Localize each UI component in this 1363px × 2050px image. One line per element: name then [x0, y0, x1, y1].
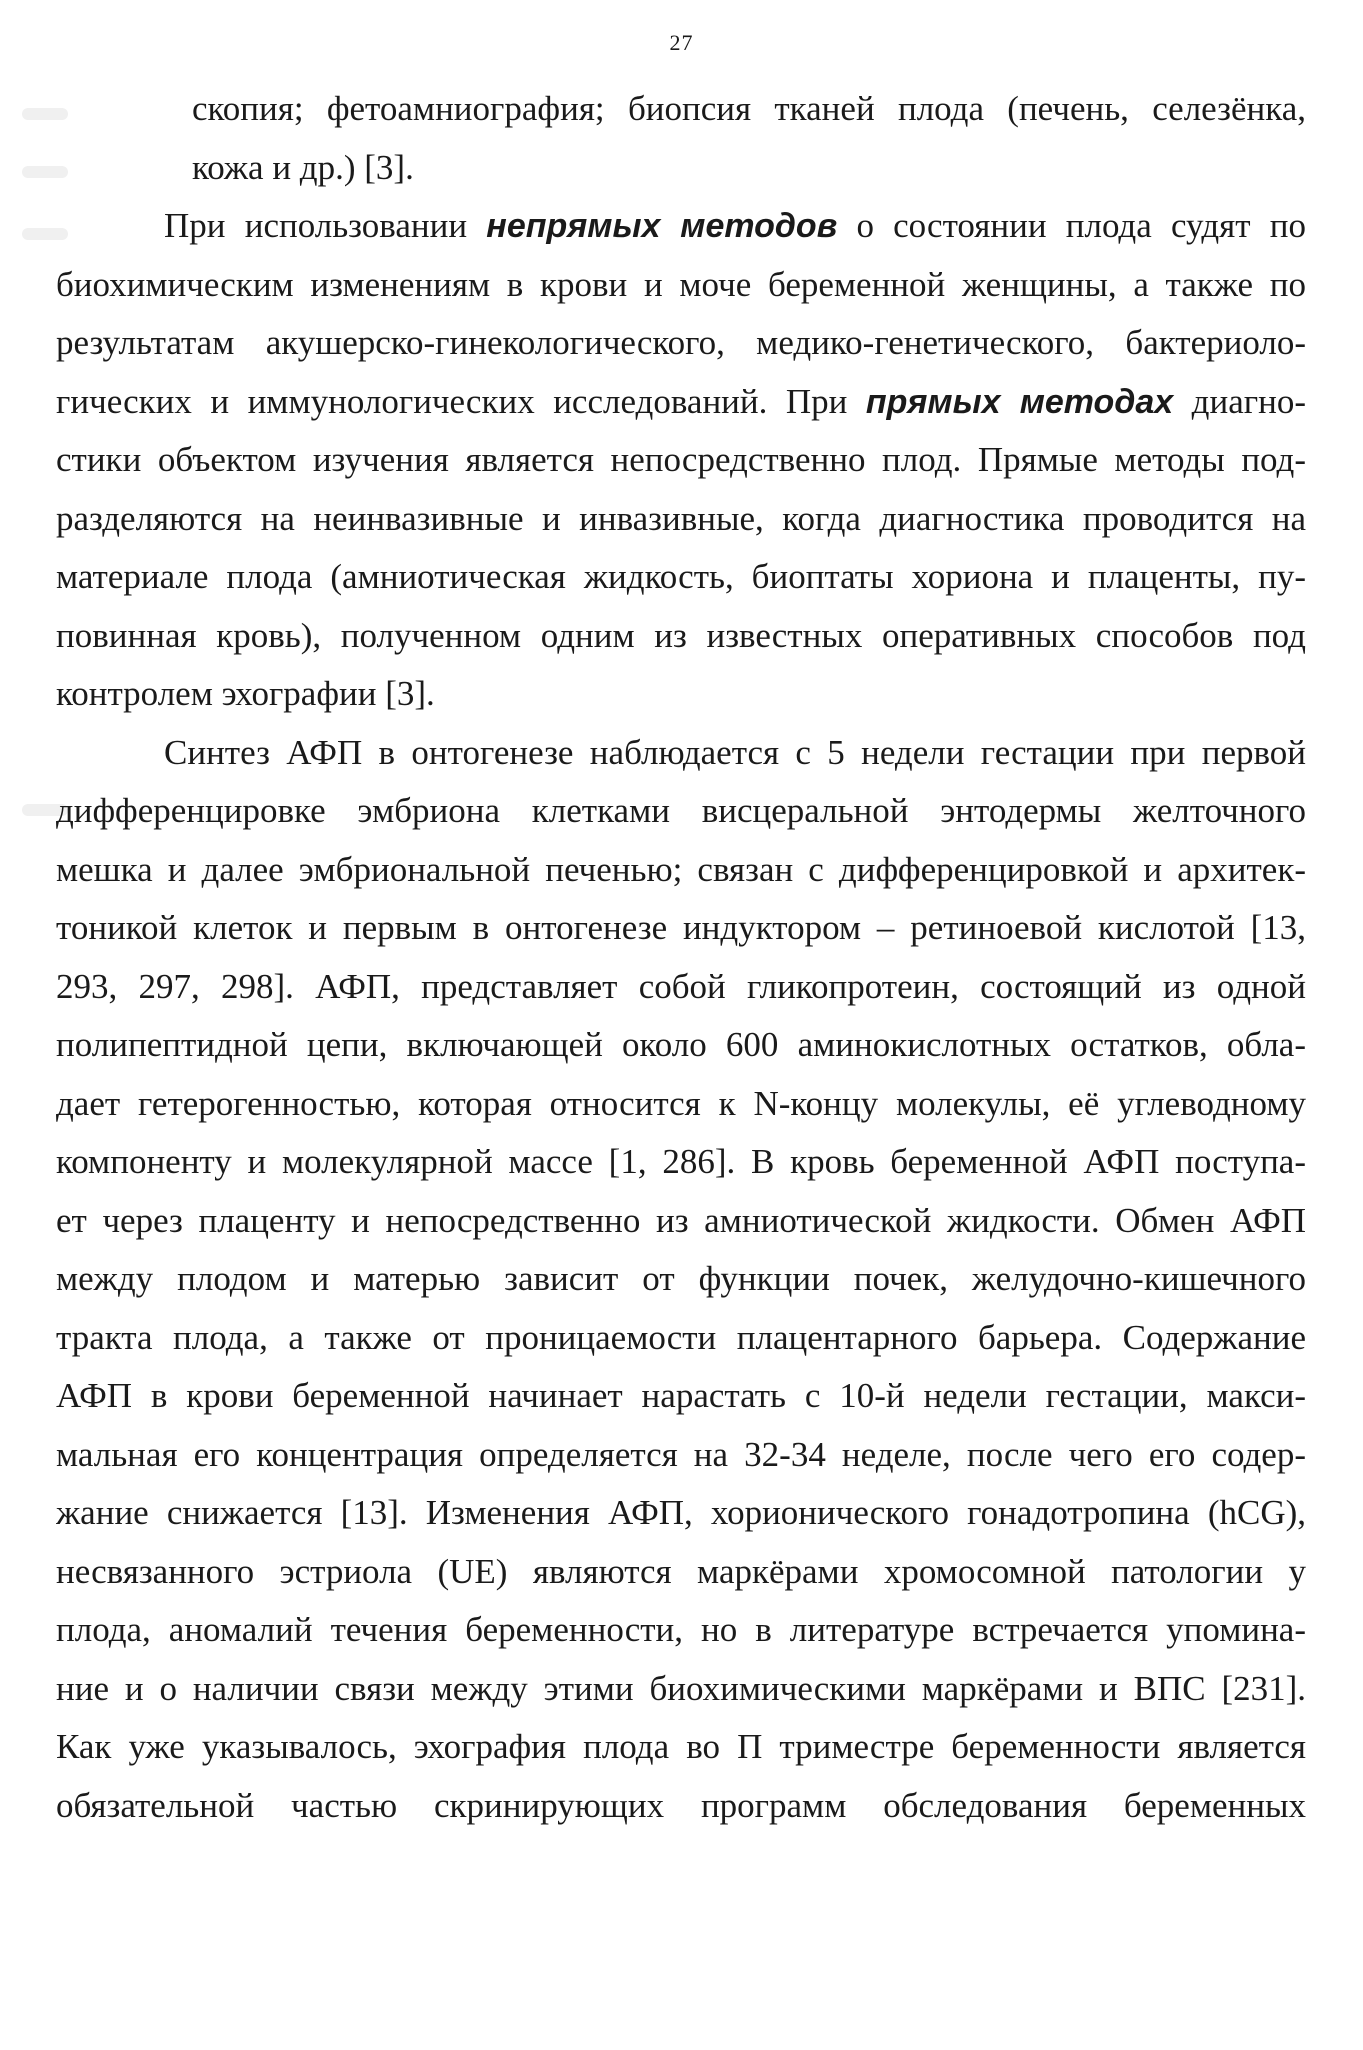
text-line: [56, 1367, 1306, 1426]
text-segment: дает гетерогенностью, которая относится к N-концу молекулы, её углеводному: [56, 1083, 1306, 1123]
text-line: [56, 256, 1306, 315]
text-line: [56, 1250, 1306, 1309]
text-line: [56, 1718, 1306, 1777]
text-line: [56, 373, 1306, 432]
text-line: [56, 197, 1306, 256]
text-segment: тоникой клеток и первым в онтогенезе индуктором – ретиноевой кислотой [13,: [56, 908, 1306, 947]
text-segment: скопия; фетоамниография; биопсия тканей плода (печень, селезёнка,: [192, 89, 1306, 128]
text-segment: результатам акушерско-гинекологического, медико-генетического, бактериоло-: [56, 323, 1306, 362]
text-segment: гических и иммунологических исследований. При: [56, 381, 866, 421]
text-segment: повинная кровь), полученном одним из известных оперативных способов под: [56, 615, 1306, 655]
text-line: [56, 431, 1306, 490]
text-segment: обязательной частью скринирующих программ обследования беременных: [56, 1785, 1306, 1825]
document-body: [56, 80, 1306, 1835]
text-segment: плода, аномалий течения беременности, но в литературе встречается упомина-: [56, 1610, 1306, 1649]
text-segment: Как уже указывалось, эхография плода во П триместре беременности является: [56, 1727, 1306, 1766]
page-number: 27: [669, 30, 694, 55]
text-line: [56, 1660, 1306, 1719]
emphasized-term: непрямых методов: [486, 207, 838, 245]
text-segment: биохимическим изменениям в крови и моче беременной женщины, а также по: [56, 264, 1306, 304]
text-line: [56, 1777, 1306, 1836]
text-segment: ет через плаценту и непосредственно из амниотической жидкости. Обмен АФП: [56, 1200, 1306, 1240]
text-segment: между плодом и матерью зависит от функции почек, желудочно-кишечного: [56, 1259, 1306, 1298]
text-segment: материале плода (амниотическая жидкость, биоптаты хориона и плаценты, пу-: [56, 557, 1306, 596]
text-segment: стики объектом изучения является непосредственно плод. Прямые методы под-: [56, 440, 1306, 479]
text-segment: жание снижается [13]. Изменения АФП, хорионического гонадотропина (hCG),: [56, 1493, 1306, 1532]
text-segment: контролем эхографии [3].: [56, 674, 435, 713]
emphasized-term: прямых методах: [865, 382, 1174, 421]
text-segment: 293, 297, 298]. АФП, представляет собой гликопротеин, состоящий из одной: [56, 966, 1306, 1006]
text-segment: кожа и др.) [3].: [192, 147, 414, 187]
text-segment: разделяются на неинвазивные и инвазивные, когда диагностика проводится на: [56, 498, 1306, 538]
text-line: [56, 1016, 1306, 1075]
text-line: [56, 782, 1306, 841]
text-line: [56, 139, 1306, 198]
text-line: [56, 958, 1306, 1017]
text-line: [56, 1601, 1306, 1660]
text-line: [56, 841, 1306, 900]
text-segment: о состоянии плода судят по: [837, 206, 1306, 245]
text-segment: мальная его концентрация определяется на 32-34 неделе, после чего его содер-: [56, 1434, 1306, 1474]
text-line: [56, 899, 1306, 958]
text-segment: дифференцировке эмбриона клетками висцеральной энтодермы желточного: [56, 791, 1306, 830]
text-line: [56, 607, 1306, 666]
text-segment: диагно-: [1173, 381, 1306, 421]
text-line: [56, 1484, 1306, 1543]
text-line: [56, 1133, 1306, 1192]
text-line: [56, 724, 1306, 783]
text-segment: несвязанного эстриола (UE) являются маркёрами хромосомной патологии у: [56, 1551, 1306, 1591]
text-segment: компоненту и молекулярной массе [1, 286]. В кровь беременной АФП поступа-: [56, 1142, 1306, 1181]
text-segment: Синтез АФП в онтогенезе наблюдается с 5 недели гестации при первой: [164, 732, 1306, 772]
text-segment: мешка и далее эмбриональной печенью; связан с дифференцировкой и архитек-: [56, 849, 1306, 889]
text-line: [56, 490, 1306, 549]
text-line: [56, 1192, 1306, 1251]
text-line: [56, 314, 1306, 373]
text-line: [56, 80, 1306, 139]
text-line: [56, 1309, 1306, 1368]
text-segment: При использовании: [164, 206, 487, 245]
text-segment: ние и о наличии связи между этими биохимическими маркёрами и ВПС [231].: [56, 1668, 1306, 1708]
text-segment: полипептидной цепи, включающей около 600 аминокислотных остатков, обла-: [56, 1025, 1306, 1064]
text-segment: тракта плода, а также от проницаемости плацентарного барьера. Содержание: [56, 1317, 1306, 1357]
text-line: [56, 1543, 1306, 1602]
text-line: [56, 548, 1306, 607]
text-line: [56, 1426, 1306, 1485]
text-segment: АФП в крови беременной начинает нарастать с 10-й недели гестации, макси-: [56, 1376, 1306, 1415]
text-line: [56, 665, 1306, 724]
text-line: [56, 1075, 1306, 1134]
